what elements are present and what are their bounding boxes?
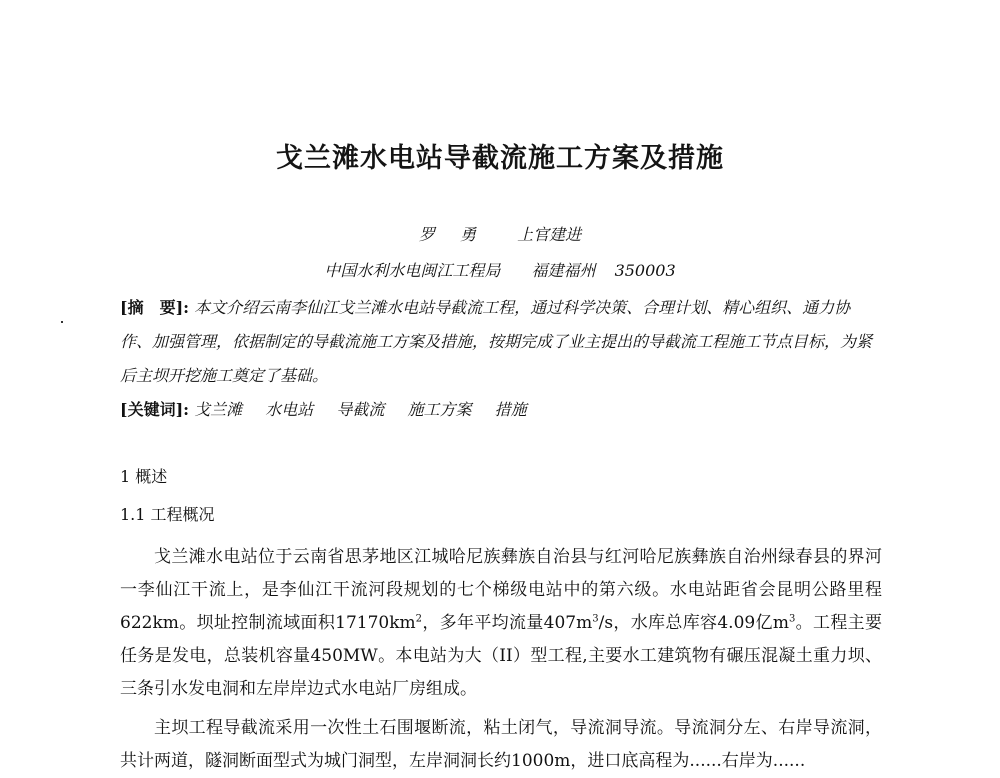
superscript: 3 (592, 613, 599, 625)
abstract (120, 291, 880, 393)
author-line (0, 222, 1000, 245)
affiliation-line (0, 258, 1000, 281)
keywords (120, 397, 545, 423)
keyword: 戈兰滩 (194, 400, 243, 419)
affiliation-org: 中国水利水电闽江工程局 (324, 261, 501, 280)
author-name: 上官建进 (517, 225, 582, 244)
paragraph-text: ，多年平均流量407m (422, 613, 593, 633)
keyword: 施工方案 (407, 400, 472, 419)
body-text (120, 541, 882, 778)
keyword: 水电站 (265, 400, 314, 419)
paragraph-text: 戈兰滩水电站位于云南省思茅地区江城哈尼族彝族自治县与红河哈尼族彝族自治州绿春县的界河一李仙江干流上，是李仙江干流河段规划的七个梯级电站中的第六级。水电站距省会昆明公路里程622km。坝址控制流域面积17170km (120, 547, 882, 633)
abstract-text: 本文介绍云南李仙江戈兰滩水电站导截流工程，通过科学决策、合理计划、精心组织、通力协作、加强管理，依据制定的导截流施工方案及措施，按期完成了业主提出的导截流工程施工节点目标，为紧后主坝开挖施工奠定了基础。 (120, 298, 873, 385)
scan-speck (61, 321, 63, 323)
section-heading: 1 概述 (120, 467, 168, 486)
paragraph (120, 541, 882, 706)
keywords-label: [关键词]: (120, 400, 190, 419)
keyword: 导截流 (336, 400, 385, 419)
paragraph-text: 。工程主要任务是发电，总装机容量450MW。本电站为大（II）型工程,主要水工建筑物有碾压混凝土重力坝、三条引水发电洞和左岸岸边式水电站厂房组成。 (120, 613, 882, 699)
abstract-label: [摘 要]: (120, 298, 190, 317)
paragraph: 主坝工程导截流采用一次性土石围堰断流，粘土闭气，导流洞导流。导流洞分左、右岸导流洞，共计两道，隧洞断面型式为城门洞型，左岸洞洞长约1000m，进口底高程为......右岸为...... (120, 718, 882, 771)
paper-title: 戈兰滩水电站导截流施工方案及措施 (276, 143, 724, 174)
paragraph-text: /s，水库总库容4.09亿m (598, 613, 789, 633)
author-name: 罗 勇 (418, 225, 486, 244)
superscript: 2 (415, 613, 423, 625)
subsection-heading: 1.1 工程概况 (120, 505, 215, 524)
keyword: 措施 (494, 400, 527, 419)
affiliation-postcode: 350003 (614, 261, 676, 280)
affiliation-city: 福建福州 (531, 261, 596, 280)
superscript: 3 (788, 613, 796, 625)
